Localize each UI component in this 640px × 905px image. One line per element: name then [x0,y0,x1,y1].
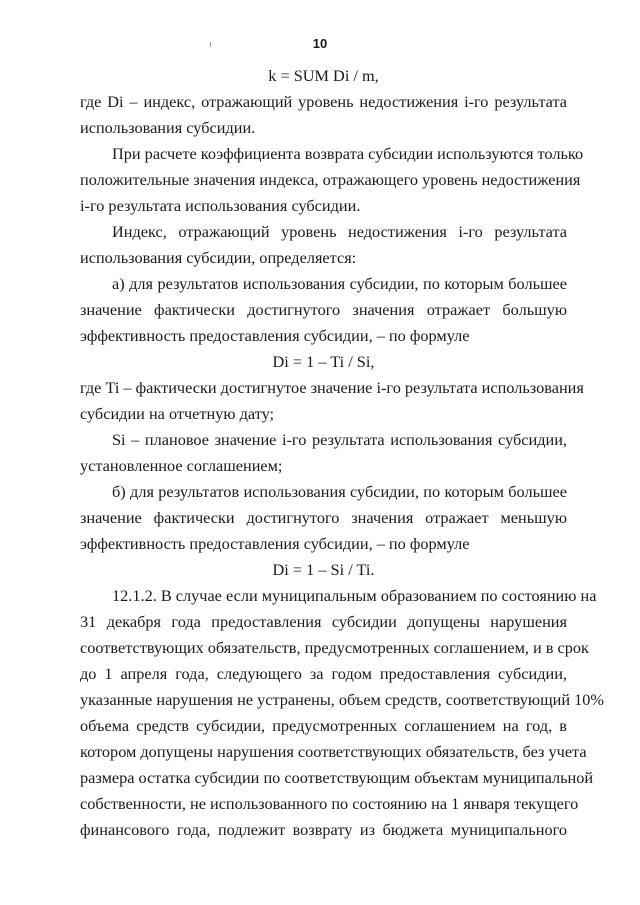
paragraph-first-line: При расчете коэффициента возврата субсидии используются только [112,144,584,163]
list-item-b: б) для результатов использования субсидии, по которым большее [112,482,567,501]
formula-di-b: Di = 1 – Si / Ti. [272,560,375,579]
text-line: объема средств субсидии, предусмотренных соглашением на год, в [80,716,567,735]
text-line: эффективность предоставления субсидии, – по формуле [80,326,470,345]
formula-k: k = SUM Di / m, [268,66,379,85]
text-line: положительные значения индекса, отражающего уровень недостижения [80,170,581,189]
text-line: эффективность предоставления субсидии, – по формуле [80,534,470,553]
text-line: финансового года, подлежит возврату из бюджета муниципального [80,820,567,839]
text-line: где Ti – фактически достигнутое значение i-го результата использования [80,378,584,397]
clause-12-1-2: 12.1.2. В случае если муниципальным образованием по состоянию на [112,586,597,605]
list-item-a: а) для результатов использования субсидии, по которым большее [112,274,567,293]
text-line: 31 декабря года предоставления субсидии допущены нарушения [80,612,567,631]
page-number: 10 [312,36,328,51]
text-line: использования субсидии, определяется: [80,248,357,267]
text-line: размера остатка субсидии по соответствующим объектам муниципальной [80,768,594,787]
text-line: значение фактически достигнутого значения отражает большую [80,300,567,319]
text-line: значение фактически достигнутого значения отражает меньшую [80,508,567,527]
text-line: субсидии на отчетную дату; [80,404,275,423]
text-line: использования субсидии. [80,118,256,137]
paragraph-first-line: Si – плановое значение i-го результата использования субсидии, [112,430,567,449]
text-line: собственности, не использованного по состоянию на 1 января текущего [80,794,579,813]
paragraph-first-line: Индекс, отражающий уровень недостижения i-го результата [112,222,567,241]
text-line: до 1 апреля года, следующего за годом предоставления субсидии, [80,664,567,683]
text-line: котором допущены нарушения соответствующих обязательств, без учета [80,742,587,761]
text-line: где Di – индекс, отражающий уровень недостижения i-го результата [80,92,567,111]
text-line: установленное соглашением; [80,456,283,475]
text-line: i-го результата использования субсидии. [80,196,361,215]
text-line: соответствующих обязательств, предусмотренных соглашением, и в срок [80,638,589,657]
text-line: указанные нарушения не устранены, объем средств, соответствующий 10% [80,690,604,709]
formula-di-a: Di = 1 – Ti / Si, [272,352,375,371]
